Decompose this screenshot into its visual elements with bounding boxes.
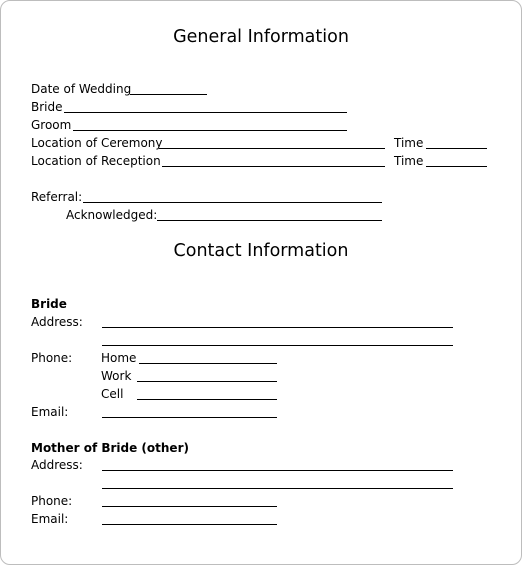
groom-label: Groom: [31, 118, 72, 132]
bride-home-label: Home: [101, 351, 137, 365]
reception-time-line[interactable]: [426, 166, 487, 167]
bride-work-label: Work: [101, 369, 132, 383]
bride-address-label: Address:: [31, 315, 83, 329]
bride-address-line-1[interactable]: [102, 327, 453, 328]
mother-phone-label: Phone:: [31, 494, 73, 508]
reception-time-label: Time: [394, 154, 424, 168]
bride-line[interactable]: [64, 112, 347, 113]
location-of-reception-label: Location of Reception: [31, 154, 161, 168]
bride-phone-label: Phone:: [31, 351, 73, 365]
general-information-heading: General Information: [173, 27, 349, 47]
bride-address-line-2[interactable]: [102, 345, 453, 346]
mother-email-line[interactable]: [102, 524, 277, 525]
ceremony-time-label: Time: [394, 136, 424, 150]
ceremony-time-line[interactable]: [426, 148, 487, 149]
mother-address-label: Address:: [31, 458, 83, 472]
bride-cell-label: Cell: [101, 387, 124, 401]
mother-email-label: Email:: [31, 512, 69, 526]
contact-information-heading: Contact Information: [173, 241, 349, 261]
mother-address-line-2[interactable]: [102, 488, 453, 489]
location-of-ceremony-line[interactable]: [159, 148, 385, 149]
bride-email-label: Email:: [31, 405, 69, 419]
bride-cell-line[interactable]: [137, 399, 277, 400]
date-of-wedding-label: Date of Wedding: [31, 82, 132, 96]
location-of-reception-line[interactable]: [162, 166, 385, 167]
bride-email-line[interactable]: [102, 417, 277, 418]
bride-home-line[interactable]: [139, 363, 277, 364]
mother-section-title: Mother of Bride (other): [31, 441, 189, 455]
bride-section-title: Bride: [31, 297, 67, 311]
bride-label: Bride: [31, 100, 63, 114]
date-of-wedding-line[interactable]: [130, 94, 207, 95]
mother-phone-line[interactable]: [102, 506, 277, 507]
location-of-ceremony-label: Location of Ceremony: [31, 136, 163, 150]
groom-line[interactable]: [73, 130, 347, 131]
acknowledged-line[interactable]: [157, 220, 382, 221]
mother-address-line-1[interactable]: [102, 470, 453, 471]
referral-line[interactable]: [83, 202, 382, 203]
acknowledged-label: Acknowledged:: [66, 208, 158, 222]
referral-label: Referral:: [31, 190, 83, 204]
bride-work-line[interactable]: [137, 381, 277, 382]
